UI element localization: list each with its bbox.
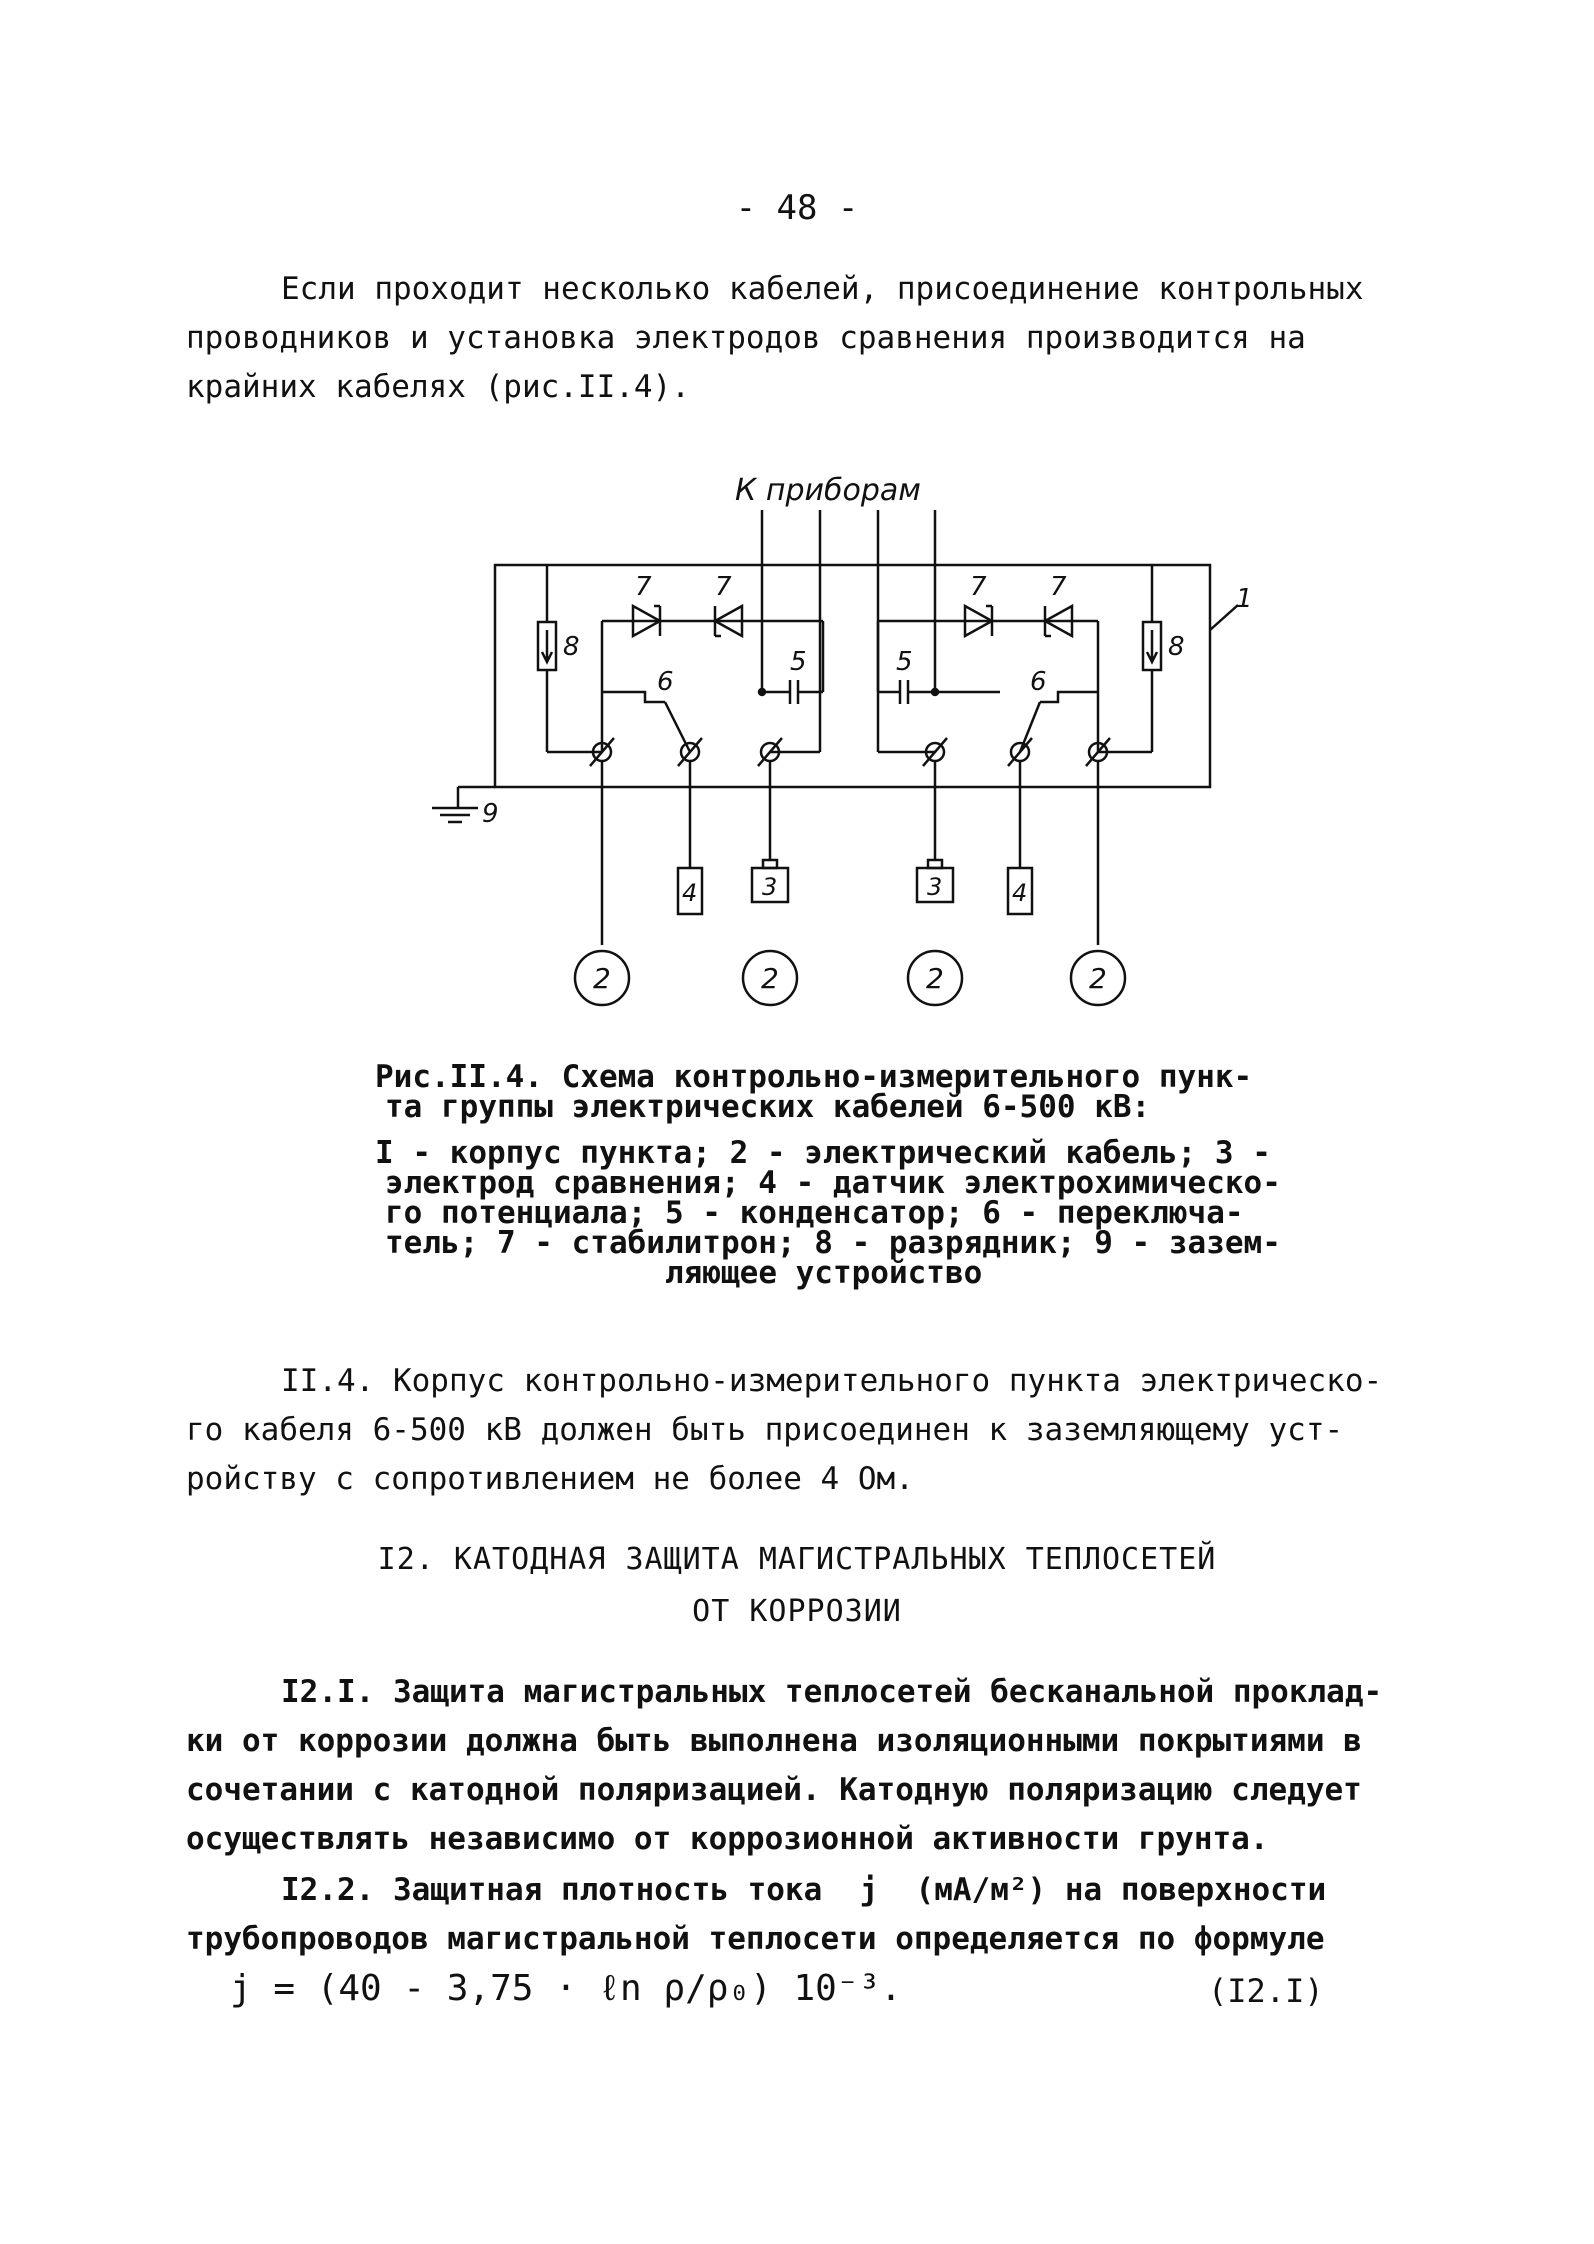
label-6-right: 6 bbox=[1030, 667, 1047, 697]
label-6-left: 6 bbox=[657, 667, 674, 697]
label-2: 2 bbox=[926, 962, 944, 995]
label-8-left: 8 bbox=[563, 632, 580, 662]
label-3: 3 bbox=[762, 873, 778, 901]
intro-line: крайних кабелях (рис.II.4). bbox=[186, 369, 690, 405]
figure-caption bbox=[375, 1059, 1335, 1291]
para-line: сочетании с катодной поляризацией. Катодную поляризацию следует bbox=[186, 1772, 1362, 1808]
label-7: 7 bbox=[715, 572, 732, 602]
label-3: 3 bbox=[927, 873, 943, 901]
para-line: ройству с сопротивлением не более 4 Ом. bbox=[186, 1461, 914, 1497]
page-number: - 48 - bbox=[735, 188, 859, 228]
label-2: 2 bbox=[761, 962, 779, 995]
para-line: I2.2. Защитная плотность тока j (мА/м²) на поверхности bbox=[281, 1872, 1327, 1908]
intro-line: проводников и установка электродов сравнения производится на bbox=[186, 320, 1306, 356]
label-8-right: 8 bbox=[1168, 632, 1185, 662]
para-line: трубопроводов магистральной теплосети определяется по формуле bbox=[186, 1921, 1325, 1957]
label-4: 4 bbox=[682, 879, 698, 907]
label-9: 9 bbox=[482, 799, 499, 829]
para-line: осуществлять независимо от коррозионной активности грунта. bbox=[186, 1821, 1269, 1857]
label-to-instruments: К приборам bbox=[735, 473, 921, 508]
para-line: I2.I. Защита магистральных теплосетей бесканальной проклад- bbox=[281, 1674, 1383, 1710]
caption-legend-line: го потенциала; 5 - конденсатор; 6 - переключа- bbox=[385, 1195, 1244, 1231]
label-7: 7 bbox=[970, 572, 987, 602]
label-5-left: 5 bbox=[790, 647, 807, 677]
formula-number: (I2.I) bbox=[1208, 1972, 1324, 2010]
label-4: 4 bbox=[1012, 879, 1028, 907]
label-5-right: 5 bbox=[896, 647, 913, 677]
section-heading bbox=[0, 1534, 1594, 1638]
intro-paragraph bbox=[186, 265, 1416, 412]
caption-legend-line: электрод сравнения; 4 - датчик электрохимическо- bbox=[385, 1165, 1281, 1201]
circuit-diagram bbox=[380, 455, 1260, 1035]
paragraph-12-2 bbox=[186, 1866, 1416, 1964]
para-line: ки от коррозии должна быть выполнена изоляционными покрытиями в bbox=[186, 1723, 1362, 1759]
caption-legend-line: тель; 7 - стабилитрон; 8 - разрядник; 9 - зазем- bbox=[385, 1225, 1281, 1261]
label-7: 7 bbox=[635, 572, 652, 602]
label-7: 7 bbox=[1050, 572, 1067, 602]
formula: j = (40 - 3,75 · ℓn ρ/ρ₀) 10⁻³. bbox=[230, 1968, 902, 2009]
intro-line: Если проходит несколько кабелей, присоединение контрольных bbox=[281, 271, 1364, 307]
heading-line: ОТ КОРРОЗИИ bbox=[692, 1594, 902, 1629]
para-line: II.4. Корпус контрольно-измерительного пункта электрическо- bbox=[281, 1363, 1383, 1399]
caption-legend-line: ляющее устройство bbox=[665, 1255, 983, 1291]
paragraph-12-1 bbox=[186, 1668, 1416, 1864]
label-2: 2 bbox=[593, 962, 611, 995]
caption-legend-line: I - корпус пункта; 2 - электрический кабель; 3 - bbox=[375, 1135, 1271, 1171]
paragraph-11-4 bbox=[186, 1357, 1416, 1504]
label-1: 1 bbox=[1236, 584, 1253, 614]
para-line: го кабеля 6-500 кВ должен быть присоединен к заземляющему уст- bbox=[186, 1412, 1344, 1448]
label-2: 2 bbox=[1089, 962, 1107, 995]
caption-title-line: Рис.II.4. Схема контрольно-измерительного пунк- bbox=[375, 1059, 1253, 1095]
heading-line: I2. КАТОДНАЯ ЗАЩИТА МАГИСТРАЛЬНЫХ ТЕПЛОСЕТЕЙ bbox=[377, 1542, 1217, 1577]
caption-title-line: та группы электрических кабелей 6-500 кВ: bbox=[385, 1089, 1151, 1125]
